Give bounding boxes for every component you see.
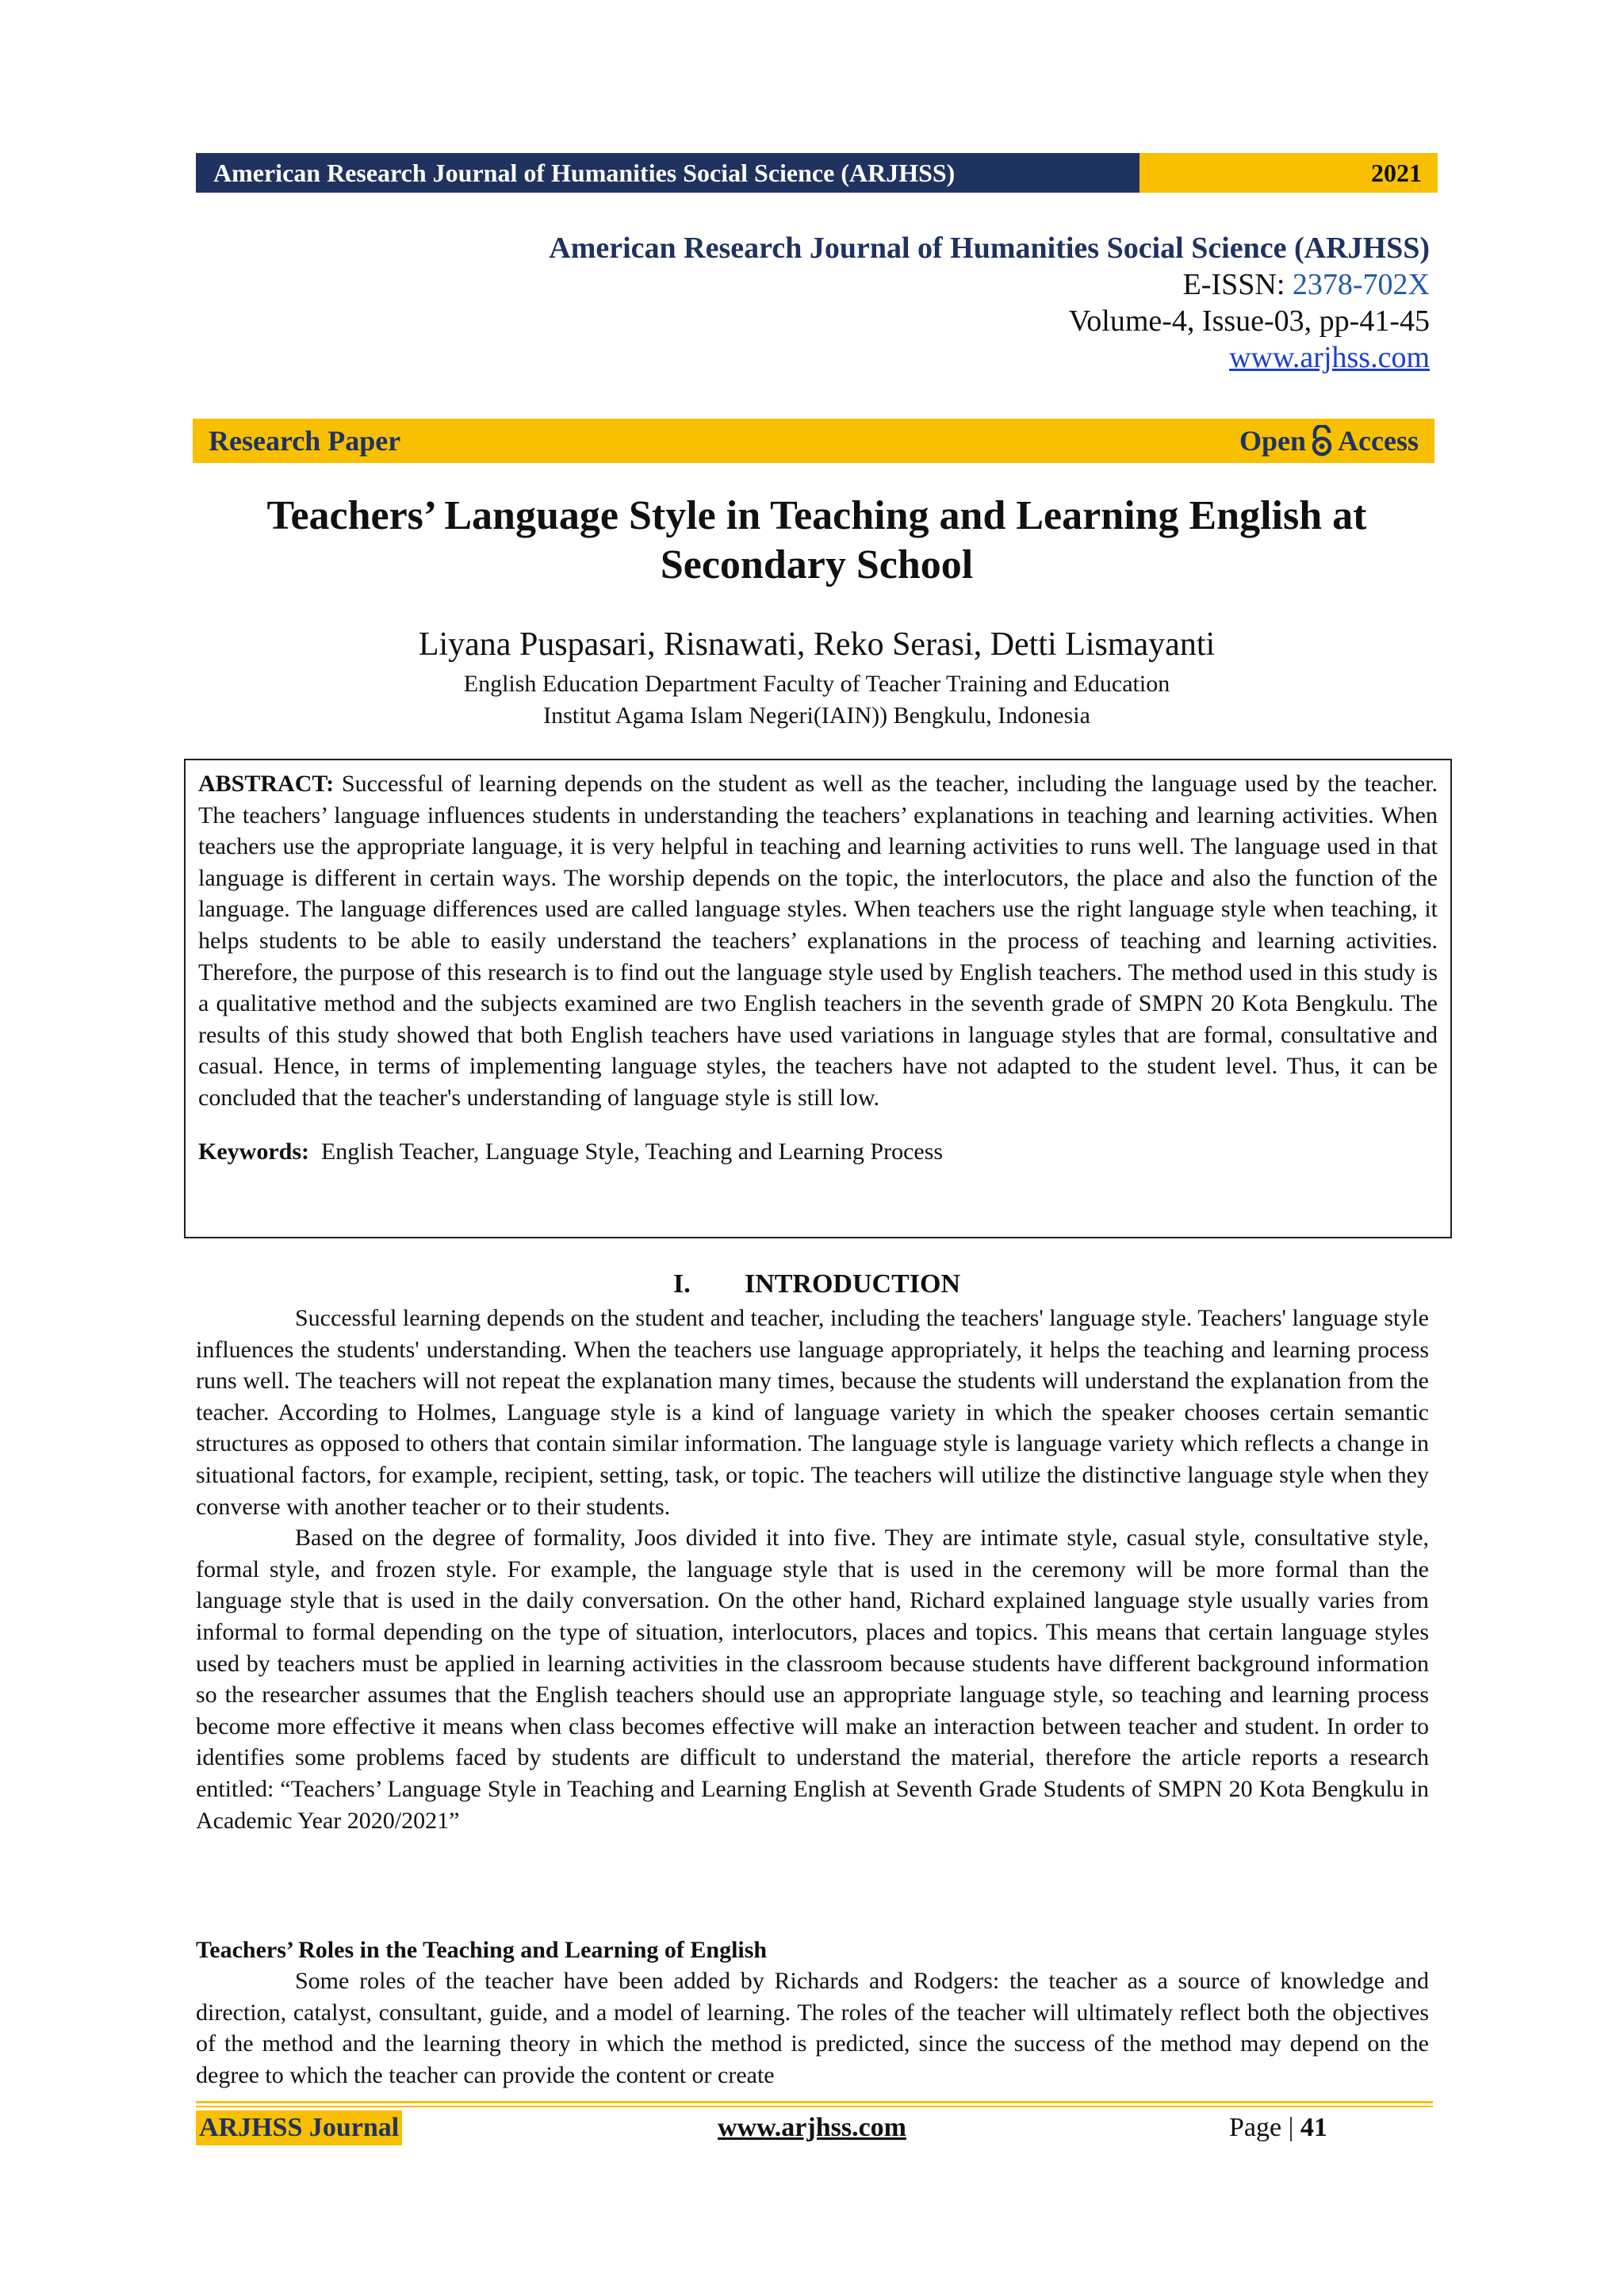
section-number: I. [672, 1269, 691, 1299]
header-year: 2021 [1139, 153, 1438, 193]
paper-authors: Liyana Puspasari, Risnawati, Reko Serasi, Detti Lismayanti [418, 626, 1216, 663]
paper-title [196, 492, 1438, 590]
introduction-body [196, 1303, 1429, 1836]
footer-page [1229, 2110, 1327, 2145]
paper-affiliation [196, 668, 1438, 732]
header-journal-name: American Research Journal of Humanities Social Science (ARJHSS) [196, 153, 1139, 193]
subsection-heading-roles: Teachers’ Roles in the Teaching and Learning of English [196, 1937, 768, 1963]
section-heading-introduction [196, 1269, 1438, 1300]
footer-website-link[interactable]: www.arjhss.com [718, 2113, 906, 2142]
keywords-text: English Teacher, Language Style, Teaching and Learning Process [320, 1138, 944, 1165]
journal-volume: Volume-4, Issue-03, pp-41-45 [1068, 304, 1430, 338]
abstract-label: ABSTRACT: [198, 771, 335, 797]
footer-page-label: Page | [1229, 2113, 1300, 2142]
intro-paragraph-2: Based on the degree of formality, Joos divided it into five. They are intimate style, casual style, consultative style, formal style, and frozen style. For example, the language style that is used in the ceremony will be more formal than the language style that is used in the daily conversation. On the other hand, Richard explained language style usually varies from informal to formal depending on the type of situation, interlocutors, places and topics. This means that certain language styles used by teachers must be applied in learning activities in the classroom because students have different background information so the researcher assumes that the English teachers should use an appropriate language style, so teaching and learning process become more effective it means when class becomes effective will make an interaction between teacher and student. In order to identifies some problems faced by students are difficult to understand the material, therefore the article reports a research entitled: “Teachers’ Language Style in Teaching and Learning English at Seventh Grade Students of SMPN 20 Kota Bengkulu in Academic Year 2020/2021” [196, 1525, 1429, 1834]
footer-rule-bottom [196, 2106, 1433, 2107]
open-access-badge [1239, 424, 1419, 457]
paper-type-bar [193, 419, 1434, 463]
footer-rule-top [196, 2101, 1433, 2103]
footer-page-number: 41 [1300, 2113, 1327, 2142]
paper-title-line2: Secondary School [660, 542, 974, 587]
keywords-label: Keywords: [198, 1138, 309, 1165]
roles-body [196, 1965, 1429, 2091]
issn-value: 2378-702X [1292, 268, 1430, 301]
paper-title-line1: Teachers’ Language Style in Teaching and Learning English at [266, 493, 1367, 538]
affiliation-line1: English Education Department Faculty of Teacher Training and Education [463, 671, 1170, 697]
page-footer [196, 2110, 1438, 2149]
journal-info-block [549, 230, 1430, 376]
intro-paragraph-1: Successful learning depends on the student and teacher, including the teachers' language style. Teachers' language style influences the students' understanding. When the teachers use language appropriately, it helps the teaching and learning process runs well. The teachers will not repeat the explanation many times, because the students will understand the explanation from the teacher. According to Holmes, Language style is a kind of language variety in which the speaker chooses certain semantic structures as opposed to others that contain similar information. The language style is language variety which reflects a change in situational factors, for example, recipient, setting, task, or topic. The teachers will utilize the distinctive language style when they converse with another teacher or to their students. [196, 1305, 1429, 1520]
journal-website-link[interactable]: www.arjhss.com [1229, 341, 1430, 374]
abstract-paragraph [198, 768, 1438, 1114]
open-access-icon [1308, 425, 1336, 457]
paper-type-label: Research Paper [209, 425, 401, 457]
open-access-open: Open [1239, 425, 1307, 457]
section-title: INTRODUCTION [744, 1269, 961, 1299]
journal-title: American Research Journal of Humanities Social Science (ARJHSS) [549, 232, 1430, 265]
open-access-access: Access [1338, 425, 1419, 457]
footer-journal: ARJHSS Journal [196, 2110, 402, 2145]
roles-paragraph-1: Some roles of the teacher have been added by Richards and Rodgers: the teacher as a source of knowledge and direction, catalyst, consultant, guide, and a model of learning. The roles of the teacher will ultimately reflect both the objectives of the method and the learning theory in which the method is predicted, since the success of the method may depend on the degree to which the teacher can provide the content or create [196, 1968, 1429, 2088]
journal-issn [549, 266, 1430, 303]
abstract-text: Successful of learning depends on the student as well as the teacher, including the language used by the teacher. The teachers’ language influences students in understanding the teachers’ explanations in teaching and learning activities. When teachers use the appropriate language, it is very helpful in teaching and learning activities to runs well. The language used in that language is different in certain ways. The worship depends on the topic, the interlocutors, the place and also the function of the language. The language differences used are called language styles. When teachers use the right language style when teaching, it helps students to be able to easily understand the teachers’ explanations in the process of teaching and learning activities. Therefore, the purpose of this research is to find out the language style used by English teachers. The method used in this study is a qualitative method and the subjects examined are two English teachers in the seventh grade of SMPN 20 Kota Bengkulu. The results of this study showed that both English teachers have used variations in language styles that are formal, consultative and casual. Hence, in terms of implementing language styles, the teachers have not adapted to the student level. Thus, it can be concluded that the teacher's understanding of language style is still low. [198, 771, 1438, 1111]
journal-header-bar [196, 153, 1438, 193]
issn-label: E-ISSN: [1182, 268, 1293, 301]
abstract-box [184, 759, 1452, 1238]
keywords-line [198, 1136, 1438, 1168]
affiliation-line2: Institut Agama Islam Negeri(IAIN)) Bengkulu, Indonesia [543, 702, 1090, 729]
